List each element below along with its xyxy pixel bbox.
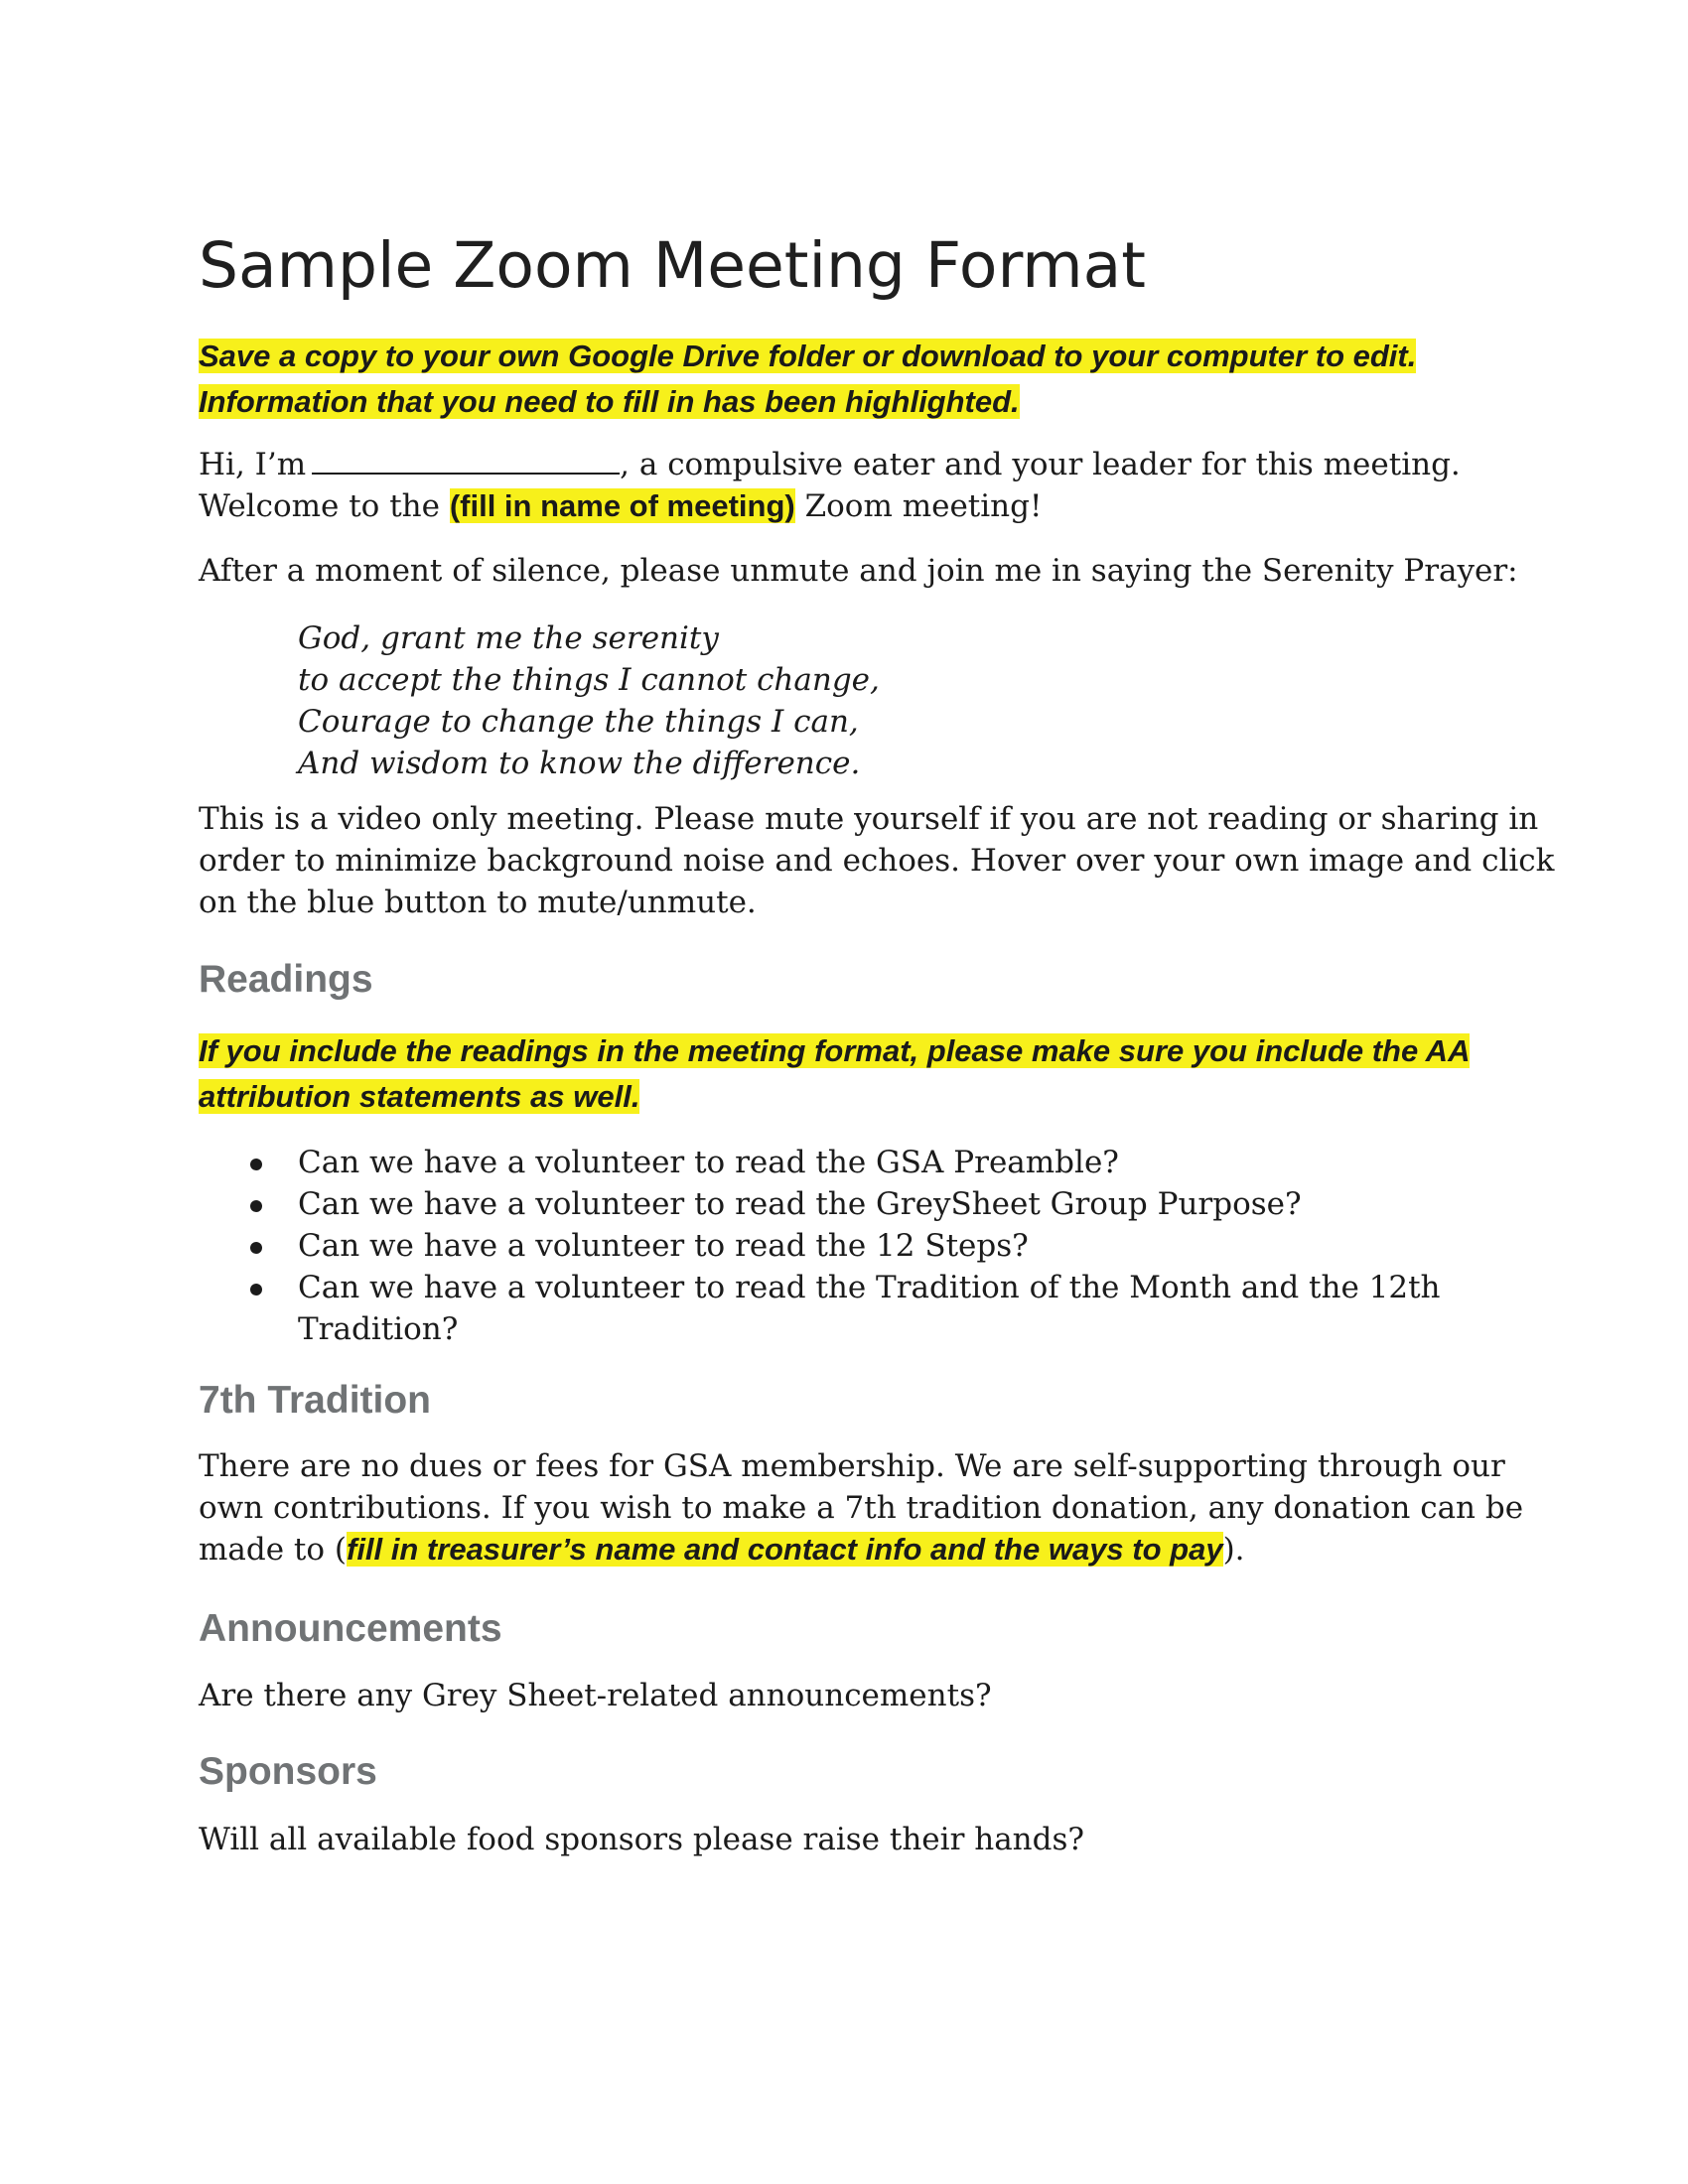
bullet-icon: [250, 1159, 262, 1170]
readings-note-line1: If you include the readings in the meeting format, please make sure you include the AA: [199, 1033, 1471, 1068]
prayer-line: to accept the things I cannot change,: [298, 662, 880, 698]
video-only-line: on the blue button to mute/unmute.: [199, 885, 757, 920]
intro-note-line1: Save a copy to your own Google Drive folder or download to your computer to edit.: [199, 339, 1417, 373]
bullet-icon: [250, 1242, 262, 1254]
meeting-name-placeholder: (fill in name of meeting): [449, 488, 795, 523]
sponsors-heading: Sponsors: [199, 1750, 377, 1793]
sponsors-text: Will all available food sponsors please raise their hands?: [199, 1822, 1085, 1857]
seventh-tradition-line-start: made to (: [199, 1532, 347, 1568]
serenity-intro: After a moment of silence, please unmute and join me in saying the Serenity Prayer:: [199, 553, 1518, 589]
seventh-tradition-line: There are no dues or fees for GSA membership. We are self-supporting through our: [199, 1448, 1505, 1484]
prayer-line: And wisdom to know the difference.: [298, 746, 861, 781]
list-item: Can we have a volunteer to read the GSA Preamble?: [199, 1142, 1489, 1183]
list-item: Can we have a volunteer to read the 12 Steps?: [199, 1225, 1489, 1267]
treasurer-info-placeholder: fill in treasurer’s name and contact info and the ways to pay: [347, 1532, 1223, 1567]
seventh-tradition-line: own contributions. If you wish to make a 7th tradition donation, any donation can be: [199, 1490, 1524, 1526]
prayer-line: Courage to change the things I can,: [298, 704, 859, 740]
bullet-icon: [250, 1200, 262, 1212]
intro-note-line2: Information that you need to fill in has been highlighted.: [199, 384, 1020, 419]
bullet-icon: [250, 1284, 262, 1296]
page-title: Sample Zoom Meeting Format: [199, 229, 1146, 302]
welcome-paragraph: [199, 443, 1461, 527]
list-item: Can we have a volunteer to read the Tradition of the Month and the 12th Tradition?: [199, 1267, 1470, 1350]
video-only-paragraph: [199, 798, 1554, 923]
intro-note: [199, 334, 1416, 425]
seventh-tradition-paragraph: [199, 1445, 1523, 1570]
welcome-leader-text: , a compulsive eater and your leader for this meeting.: [620, 447, 1461, 482]
serenity-prayer: [298, 617, 880, 784]
list-item: Can we have a volunteer to read the GreySheet Group Purpose?: [199, 1183, 1489, 1225]
welcome-greeting: Hi, I’m: [199, 447, 307, 482]
seventh-tradition-line-end: ).: [1222, 1532, 1245, 1568]
announcements-text: Are there any Grey Sheet-related announcements?: [199, 1678, 992, 1713]
video-only-line: order to minimize background noise and echoes. Hover over your own image and click: [199, 843, 1555, 879]
readings-heading: Readings: [199, 958, 373, 1001]
leader-name-blank: [312, 443, 620, 475]
welcome-line2-end: Zoom meeting!: [794, 488, 1043, 524]
readings-list: [199, 1142, 1489, 1350]
readings-note-line2: attribution statements as well.: [199, 1079, 640, 1114]
video-only-line: This is a video only meeting. Please mute yourself if you are not reading or sharing in: [199, 801, 1539, 837]
readings-note: [199, 1028, 1470, 1120]
welcome-line2-start: Welcome to the: [199, 488, 450, 524]
prayer-line: God, grant me the serenity: [298, 620, 719, 656]
announcements-heading: Announcements: [199, 1607, 502, 1650]
seventh-tradition-heading: 7th Tradition: [199, 1379, 431, 1422]
